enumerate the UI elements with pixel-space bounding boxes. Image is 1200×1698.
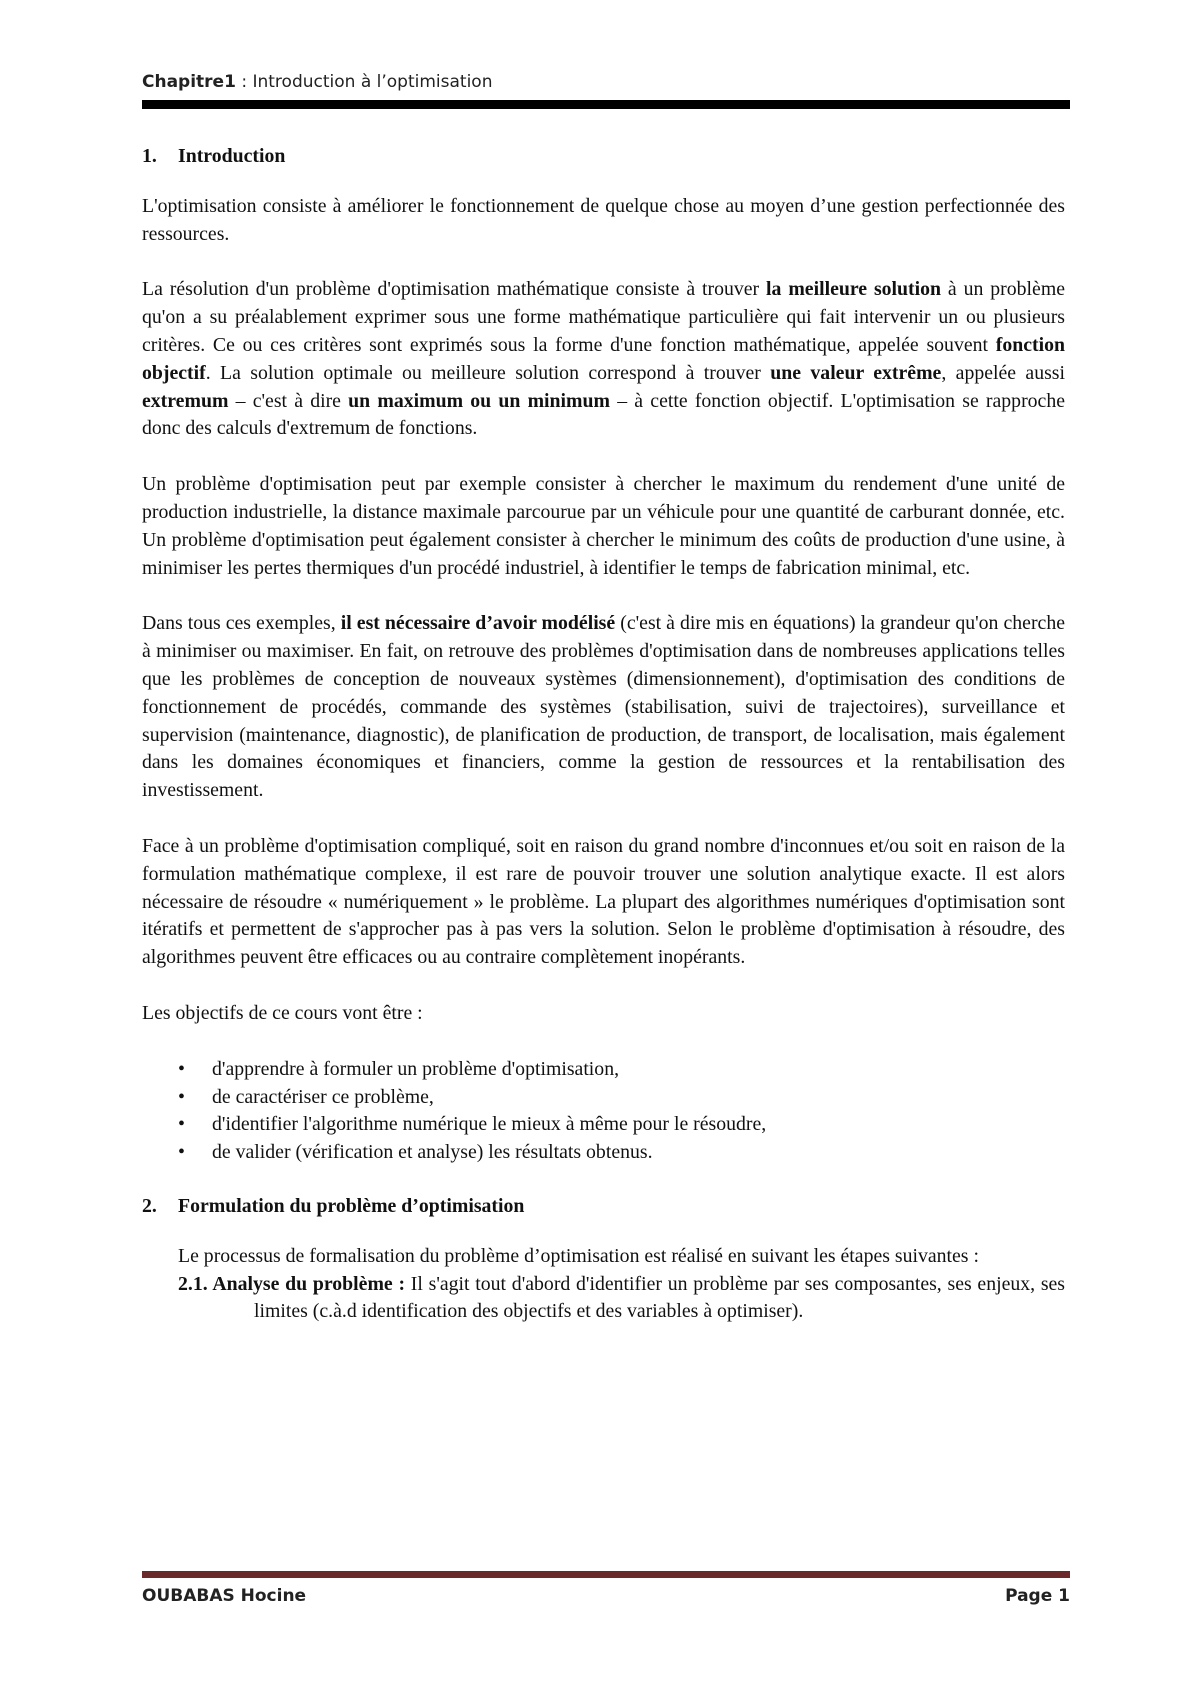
chapter-separator: : [235, 72, 253, 92]
footer-page-number: Page 1 [1005, 1586, 1070, 1606]
list-item: • de valider (vérification et analyse) les résultats obtenus. [178, 1139, 1065, 1167]
objectives-list [142, 1056, 1065, 1167]
section-1-heading [142, 143, 1065, 171]
section-2-intro: Le processus de formalisation du problème d’optimisation est réalisé en suivant les étapes suivantes : [178, 1244, 979, 1267]
section-1-number: 1. [142, 145, 157, 167]
p2-bold-3: une valeur extrême [770, 361, 942, 384]
p2-text-6: – à cette fonction objectif. L'optimisation se rapproche donc des calculs d'extremum de fonctions. [142, 389, 1066, 440]
p2-text-4: , appelée aussi [941, 361, 1065, 384]
chapter-label: Chapitre1 [142, 72, 236, 92]
document-body [142, 143, 1065, 1354]
list-item: • d'apprendre à formuler un problème d'optimisation, [178, 1056, 1065, 1084]
list-item: • d'identifier l'algorithme numérique le mieux à même pour le résoudre, [178, 1111, 1065, 1139]
footer-rule [142, 1571, 1070, 1578]
paragraph-3: Un problème d'optimisation peut par exemple consister à chercher le maximum du rendement d'une unité de production industrielle, la distance maximale parcourue par un véhicule pour une quantité de carburant donnée, etc. Un problème d'optimisation peut également consister à chercher le minimum des coûts de production d'une usine, à minimiser les pertes thermiques d'un procédé industriel, à identifier le temps de fabrication minimal, etc. [142, 473, 1065, 579]
subsection-2-1 [178, 1271, 1065, 1327]
page-footer [142, 1586, 1070, 1606]
header-rule [142, 100, 1070, 109]
paragraph-5: Face à un problème d'optimisation compliqué, soit en raison du grand nombre d'inconnues et/ou soit en raison de la formulation mathématique complexe, il est rare de pouvoir trouver une solution analytique exacte. Il est alors nécessaire de résoudre « numériquement » le problème. La plupart des algorithmes numériques d'optimisation sont itératifs et permettent de s'approcher pas à pas vers la solution. Selon le problème d'optimisation à résoudre, des algorithmes peuvent être efficaces ou au contraire complètement inopérants. [142, 834, 1065, 969]
paragraph-2 [142, 276, 1065, 443]
p2-text-1: La résolution d'un problème d'optimisation mathématique consiste à trouver [142, 278, 767, 301]
p2-bold-1: la meilleure solution [766, 278, 942, 301]
p2-text-2: à un problème qu'on a su préalablement exprimer sous une forme mathématique particulière qui fait intervenir un ou plusieurs critères. Ce ou ces critères sont exprimés sous la forme d'une fonction mathématique, appelée souvent [142, 278, 1065, 356]
section-2-title: Formulation du problème d’optimisation [178, 1194, 525, 1217]
subsection-2-1-label: 2.1. Analyse du problème : [178, 1272, 406, 1295]
paragraph-6: Les objectifs de ce cours vont être : [142, 1001, 423, 1024]
list-item: • de caractériser ce problème, [178, 1084, 1065, 1112]
page-header [142, 72, 1070, 92]
p4-text-1: Dans tous ces exemples, [142, 612, 341, 635]
p2-text-5: – c'est à dire [228, 389, 349, 412]
p2-text-3: . La solution optimale ou meilleure solution correspond à trouver [205, 361, 771, 384]
p4-bold-1: il est nécessaire d’avoir modélisé [340, 612, 616, 635]
subsection-2-1-text: Il s'agit tout d'abord d'identifier un problème par ses composantes, ses enjeux, ses limites (c.à.d identification des objectifs et des variables à optimiser). [254, 1272, 1066, 1323]
chapter-title: Introduction à l’optimisation [252, 72, 493, 92]
p2-bold-4: extremum [142, 389, 229, 412]
section-2-heading [142, 1193, 1065, 1221]
p2-bold-5: un maximum ou un minimum [348, 389, 611, 412]
footer-author: OUBABAS Hocine [142, 1586, 307, 1606]
p2-bold-2: fonction objectif [142, 333, 1065, 384]
paragraph-1: L'optimisation consiste à améliorer le fonctionnement de quelque chose au moyen d’une gestion perfectionnée des ressources. [142, 194, 1065, 245]
section-2-number: 2. [142, 1194, 157, 1217]
paragraph-4 [142, 610, 1065, 805]
section-1-title: Introduction [178, 145, 286, 167]
p4-text-2: (c'est à dire mis en équations) la grandeur qu'on cherche à minimiser ou maximiser. En fait, on retrouve des problèmes d'optimisation dans de nombreuses applications telles que les problèmes de conception de nouveaux systèmes (dimensionnement), d'optimisation des conditions de fonctionnement de procédés, commande des systèmes (stabilisation, suivi de trajectoires), surveillance et supervision (maintenance, diagnostic), de planification de production, de transport, de localisation, mais également dans les domaines économiques et financiers, comme la gestion de ressources et la rentabilisation des investissement. [142, 612, 1065, 802]
